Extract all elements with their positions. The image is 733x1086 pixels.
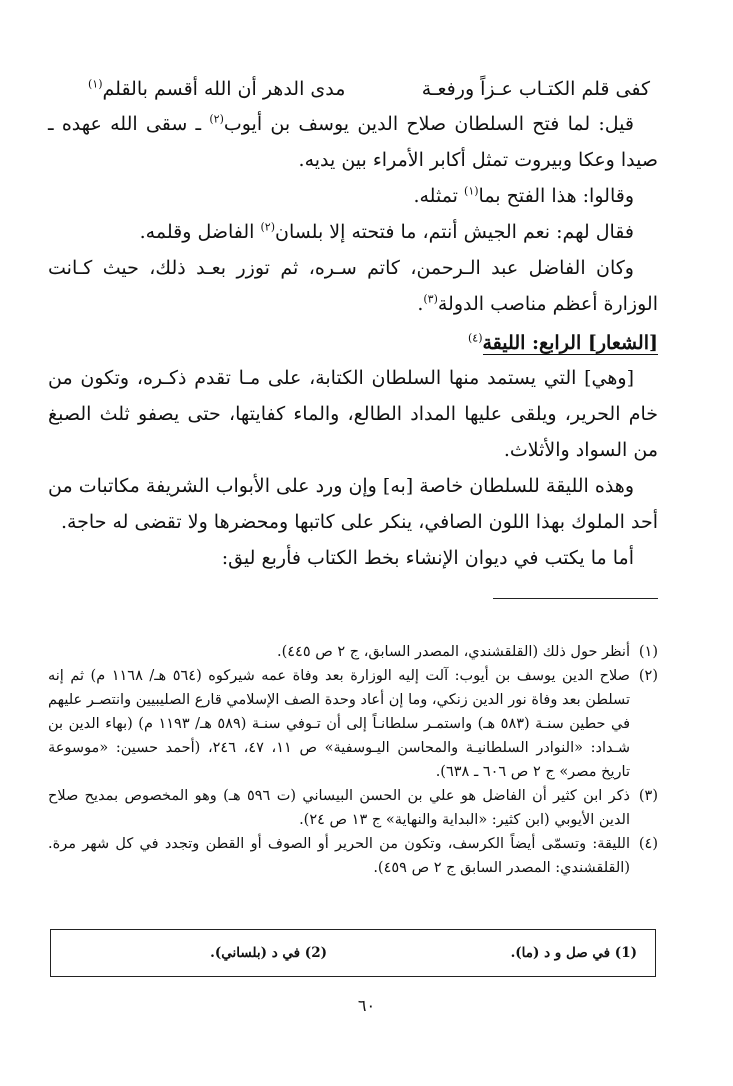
footnote: (٣) ذكر ابن كثير أن الفاضل هو علي بن الحسن البيساني (ت ٥٩٦ هـ) وهو المخصوص بمديح صلاح الدين الأيوبي (ابن كثير: «البداية والنهاية» ج ١٣ ص ٢٤). bbox=[48, 788, 658, 828]
paragraph-5: [وهي] التي يستمد منها السلطان الكتابة، على مـا تقدم ذكـره، وتكون من خام الحرير، ويلقى عليها المداد الطالع، والماء كفايتها، حتى يصفو ثلث الصبغ من السواد والأثلاث. bbox=[48, 367, 658, 461]
paragraph-1: قيل: لما فتح السلطان صلاح الدين يوسف بن أيوب$^{(٢)}$ ـ سقى الله عهده ـ صيدا وعكا وبيروت تمثل أكابر الأمراء بين يديه. bbox=[48, 112, 658, 171]
variant-note-1: (1) في صل و د (ما). bbox=[510, 945, 637, 961]
paragraph-2: وقالوا: هذا الفتح بما$^{(١)}$ تمثله. bbox=[413, 184, 634, 207]
variant-ref: (٢) bbox=[260, 220, 275, 234]
paragraph-3: فقال لهم: نعم الجيش أنتم، ما فتحته إلا بلسان$^{(٢)}$ الفاضل وقلمه. bbox=[139, 220, 634, 243]
section-heading bbox=[48, 326, 658, 360]
footnotes bbox=[48, 640, 658, 880]
paragraph-6: وهذه الليقة للسلطان خاصة [به] وإن ورد على الأبواب الشريفة مكاتبات من أحد الملوك بهذا اللون الصافي، ينكر على كاتبها ومحضرها ولا تقضى له حاجة. bbox=[48, 475, 658, 533]
footnote-ref: (١) bbox=[88, 77, 103, 91]
footnote: (١) أنظر حول ذلك (القلقشندي، المصدر السابق، ج ٢ ص ٤٤٥). bbox=[276, 644, 658, 660]
poem-verse bbox=[48, 72, 658, 106]
section-heading-text: [الشعار] الرابع: الليقة bbox=[482, 332, 658, 354]
manuscript-variants-box bbox=[50, 929, 656, 977]
footnote: (٤) الليقة: وتسمّى أيضاً الكرسف، وتكون من الحرير أو الصوف أو القطن وتجدد في كل شهر مرة. (القلقشندي: المصدر السابق ج ٢ ص ٤٥٩). bbox=[48, 836, 658, 876]
footnote-separator bbox=[493, 598, 658, 599]
verse-first-hemistich: كفى قلم الكتـاب عـزاً ورفعـة bbox=[421, 78, 650, 100]
main-text bbox=[48, 72, 658, 617]
verse-second-hemistich: مدى الدهر أن الله أقسم بالقلم$^{(١)}$ bbox=[88, 77, 346, 100]
footnote-ref: (٣) bbox=[423, 292, 438, 306]
footnote-ref: (٢) bbox=[209, 112, 224, 126]
page-number: ٦٠ bbox=[357, 996, 376, 1015]
paragraph-4: وكان الفاضل عبد الـرحمن، كاتم سـره، ثم توزر بعـد ذلك، حيث كـانت الوزارة أعظم مناصب الدولة$^{(٣)}$. bbox=[48, 257, 658, 315]
paragraph-7: أما ما يكتب في ديوان الإنشاء بخط الكتاب فأربع ليق: bbox=[221, 547, 634, 569]
footnote: (٢) صلاح الدين يوسف بن أيوب: آلت إليه الوزارة بعد وفاة عمه شيركوه (٥٦٤ هـ/ ١١٦٨ م) ثم إنه تسلطن بعد وفاة نور الدين زنكي، وما إن أعاد وحدة الصف الإسلامي قارع الصليبيين وانتصـر عليهم في حطين سنـة (٥٨٣ هـ) واستمـر سلطانـاً إلى أن تـوفي سنـة (٥٨٩ هـ/ ١١٩٣ م) (بهاء الدين بن شـداد: «النوادر السلطانيـة والمحاسن اليـوسفية» ص ١١، ٤٧، ٢٤٦، (أحمد حسين: «موسوعة تاريخ مصر» ج ٢ ص ٦٠٦ ـ ٦٣٨). bbox=[48, 668, 658, 780]
footnote-ref: (٤) bbox=[467, 331, 483, 345]
variant-ref: (١) bbox=[464, 184, 479, 198]
variant-note-2: (2) في د (بلساني). bbox=[210, 945, 327, 961]
